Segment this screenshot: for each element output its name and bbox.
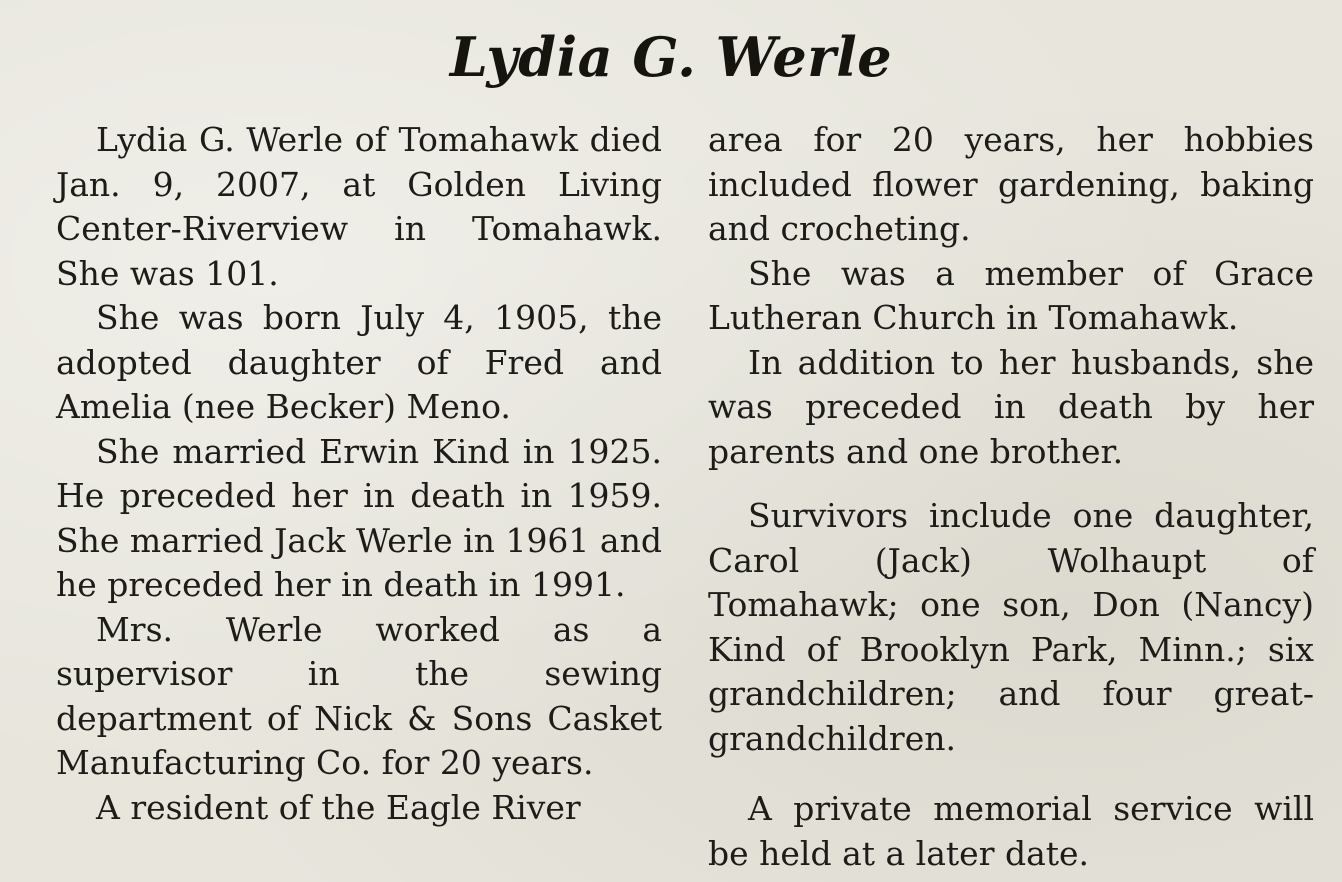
paragraph-survivors: Survivors include one daughter, Carol (Jack) Wolhaupt of Tomahawk; one son, Don (Nancy) Kind of Brooklyn Park, Minn.; six grandchildren; and four great-grandchildren. (708, 496, 1314, 758)
paragraph-hobbies: area for 20 years, her hobbies included flower gardening, baking and crocheting. (708, 120, 1314, 248)
paragraph-birth: She was born July 4, 1905, the adopted daughter of Fred and Amelia (nee Becker) Meno. (56, 298, 662, 426)
paragraph-career: Mrs. Werle worked as a supervisor in the sewing department of Nick & Sons Casket Manufacturing Co. for 20 years. (56, 609, 662, 782)
paragraph-service: A private memorial service will be held at a later date. (708, 789, 1314, 873)
paragraph-marriages: She married Erwin Kind in 1925. He preceded her in death in 1959. She married Jack Werle in 1961 and he preceded her in death in 1991. (56, 431, 662, 604)
paragraph-death-notice: Lydia G. Werle of Tomahawk died Jan. 9, 2007, at Golden Living Center-Riverview in Tomahawk. She was 101. (56, 120, 662, 293)
left-column (56, 118, 662, 830)
paragraph-preceded: In addition to her husbands, she was preceded in death by her parents and one brother. (708, 342, 1314, 471)
paragraph-church: She was a member of Grace Lutheran Church in Tomahawk. (708, 253, 1314, 337)
right-column (708, 118, 1314, 876)
paragraph-residence: A resident of the Eagle River (96, 787, 581, 827)
obituary-title: Lydia G. Werle (449, 25, 893, 89)
